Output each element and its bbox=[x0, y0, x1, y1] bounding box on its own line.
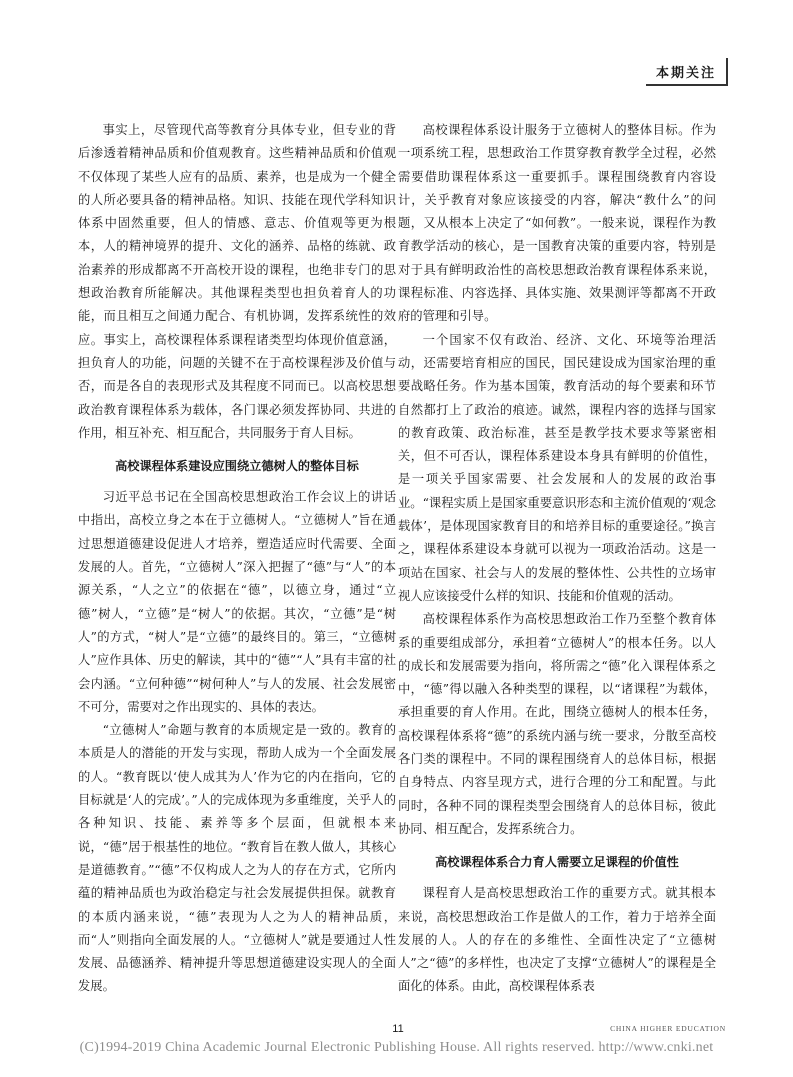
section-heading: 高校课程体系合力育人需要立足课程的价值性 bbox=[435, 855, 679, 870]
paragraph: 事实上，尽管现代高等教育分具体专业，但专业的背后渗透着精神品质和价值观教育。这些精神品质和价值观不仅体现了某些人应有的品质、素养，也是成为一个健全的人所必要具备的精神品格。知识、技能在现代学科知识体系中固然重要，但人的情感、意志、价值观等更为根本，人的精神境界的提升、文化的涵养、品格的练就、政治素养的形成都离不开高校开设的课程，也绝非专门的思想政治教育所能解决。其他课程类型也担负着育人的功能，而且相互之间通力配合、有机协调，发挥系统性的效应。事实上，高校课程体系课程诸类型均体现价值意涵，担负育人的功能，问题的关键不在于高校课程涉及价值与否，而是各自的表现形式及其程度不同而已。以高校思想政治教育课程体系为载体，各门课必须发挥协同、共进的作用，相互补充、相互配合，共同服务于育人目标。 bbox=[78, 123, 396, 440]
copyright-notice: (C)1994-2019 China Academic Journal Electronic Publishing House. All rights reserved. http://www.cnki.net bbox=[79, 1040, 714, 1055]
paragraph: “立德树人”命题与教育的本质规定是一致的。教育的本质是人的潜能的开发与实现，帮助人成为一个全面发展的人。“教育既以‘使人成其为人’作为它的内在指向，它的目标就是‘人的完成’。”人的完成体现为多重维度，关乎人的各种知识、技能、素养等多个层面，但就根本来说，“德”居于根基性的地位。“教育旨在教人做人，其核心是道德教育。”“德”不仅构成人之为人的存在方式，它所内蕴的精神品质也为政治稳定与社会发展提供担保。就教育的本质内涵来说，“德”表现为人之为人的精神品质，而“人”则指向全面发展的人。“立德树人”就是要通过人性发展、品德涵养、精神提升等思想道德建设实现人的全面发展。 bbox=[78, 723, 396, 994]
section-header bbox=[646, 58, 728, 86]
journal-name: CHINA HIGHER EDUCATION bbox=[610, 1024, 726, 1033]
right-column bbox=[398, 119, 716, 999]
paragraph: 高校课程体系作为高校思想政治工作乃至整个教育体系的重要组成部分，承担着“立德树人”的根本任务。以人的成长和发展需要为指向，将所需之“德”化入课程体系之中，“德”得以融入各种类型的课程，以“诸课程”为载体，承担重要的育人作用。在此，围绕立德树人的根本任务，高校课程体系将“德”的系统内涵与统一要求，分散至高校各门类的课程中。不同的课程围绕育人的总体目标，根据自身特点、内容呈现方式，进行合理的分工和配置。与此同时，各种不同的课程类型会围绕育人的总体目标，彼此协同、相互配合，发挥系统合力。 bbox=[398, 612, 716, 836]
paragraph: 一个国家不仅有政治、经济、文化、环境等治理活动，还需要培育相应的国民，国民建设成为国家治理的重要战略任务。作为基本国策，教育活动的每个要素和环节自然都打上了政治的痕迹。诚然，课程内容的选择与国家的教育政策、政治标准，甚至是教学技术要求等紧密相关，但不可否认，课程体系建设本身具有鲜明的价值性，是一项关乎国家需要、社会发展和人的发展的政治事业。“课程实质上是国家重要意识形态和主流价值观的‘观念载体’，是体现国家教育目的和培养目标的重要途径。”换言之，课程体系建设本身就可以视为一项政治活动。这是一项站在国家、社会与人的发展的整体性、公共性的立场审视人应该接受什么样的知识、技能和价值观的活动。 bbox=[398, 332, 716, 603]
page-number: 11 bbox=[392, 1023, 404, 1035]
section-heading: 高校课程体系建设应围绕立德树人的整体目标 bbox=[115, 459, 359, 474]
section-label: 本期关注 bbox=[655, 65, 716, 81]
paragraph: 习近平总书记在全国高校思想政治工作会议上的讲话中指出，高校立身之本在于立德树人。“立德树人”旨在通过思想道德建设促进人才培养，塑造适应时代需要、全面发展的人。首先，“立德树人”深入把握了“德”与“人”的本源关系，“人之立”的依据在“德”，以德立身，通过“立德”树人，“立德”是“树人”的依据。其次，“立德”是“树人”的方式，“树人”是“立德”的最终目的。第三，“立德树人”应作具体、历史的解读，其中的“德”“人”具有丰富的社会内涵。“立何种德”“树何种人”与人的发展、社会发展密不可分，需要对之作出现实的、具体的表达。 bbox=[78, 490, 396, 714]
paragraph: 课程育人是高校思想政治工作的重要方式。就其根本来说，高校思想政治工作是做人的工作，着力于培养全面发展的人。人的存在的多维性、全面性决定了“立德树人”之“德”的多样性，也决定了支撑“立德树人”的课程是全面化的体系。由此，高校课程体系表 bbox=[398, 886, 716, 994]
paragraph: 高校课程体系设计服务于立德树人的整体目标。作为一项系统工程，思想政治工作贯穿教育教学全过程，必然需要借助课程体系这一重要抓手。课程围绕教育内容设计，关乎教育对象应该接受的内容，解决“教什么”的问题，又从根本上决定了“如何教”。一般来说，课程作为教育教学活动的核心，是一国教育决策的重要内容，特别是对于具有鲜明政治性的高校思想政治教育课程体系来说，课程标准、内容选择、具体实施、效果测评等都离不开政府的管理和引导。 bbox=[398, 123, 716, 324]
left-column bbox=[78, 119, 396, 999]
